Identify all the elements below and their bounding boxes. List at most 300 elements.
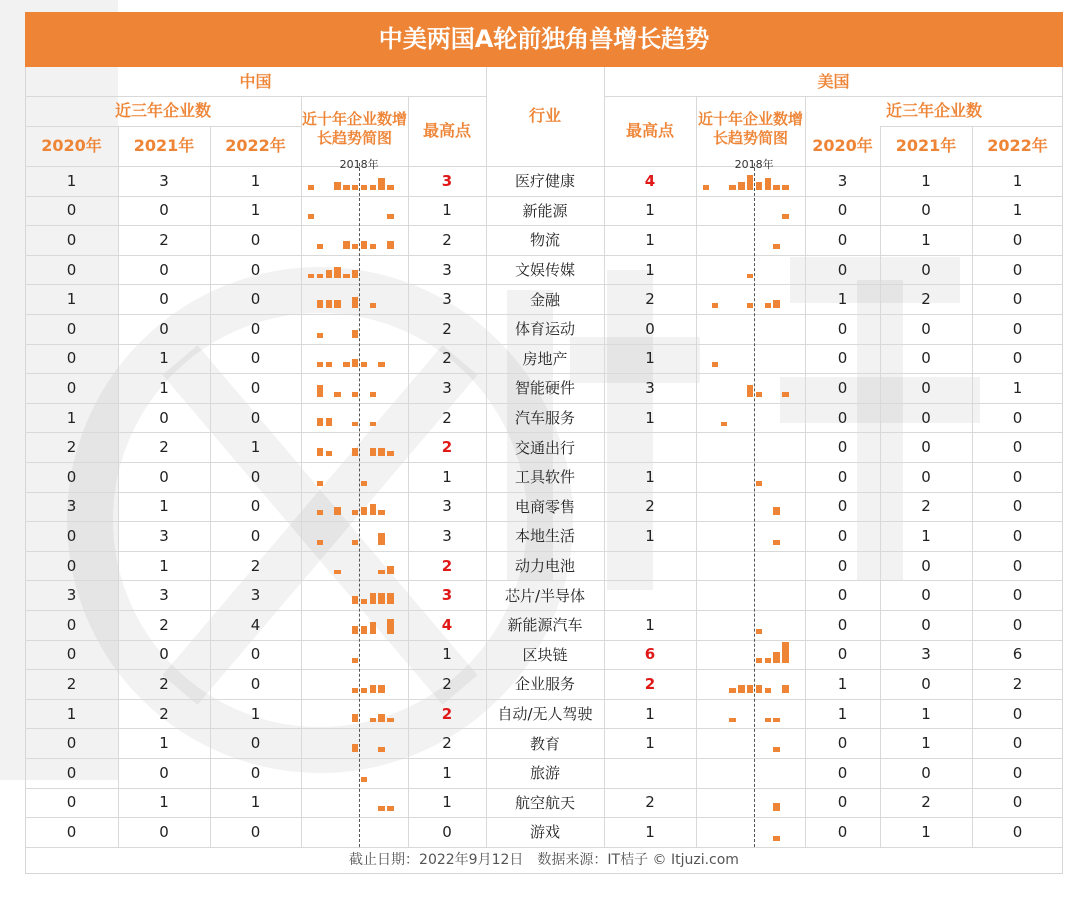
industry-label: 交通出行 [514, 438, 575, 457]
us-2021-value: 0 [921, 615, 931, 634]
cn-2021-value: 1 [159, 378, 169, 397]
cn-trend-bar-2015 [326, 300, 332, 308]
cn-2020-value: 3 [66, 586, 77, 605]
cn-2020-value: 3 [66, 497, 77, 516]
cn-trend-bar-2021 [378, 570, 384, 575]
cn-peak-value: 3 [441, 171, 453, 190]
us-trend-bar-2014 [712, 303, 718, 308]
grid-line [301, 96, 302, 847]
cn-trend-bar-2015 [326, 362, 332, 367]
cn-trend-bar-2017 [343, 241, 349, 249]
us-2020-value: 0 [837, 497, 848, 516]
us-2020-value: 0 [837, 734, 848, 753]
us-2022-value: 0 [1012, 556, 1023, 575]
country-header-china: 中国 [239, 71, 272, 91]
cn-trend-bar-2019 [361, 507, 367, 515]
us-trend-bar-2021 [773, 507, 779, 515]
us-trend-bar-2018 [747, 175, 753, 190]
us-2021-value: 0 [921, 674, 931, 693]
cn-trend-bar-2022 [387, 214, 393, 219]
cn-2022-value: 0 [250, 734, 261, 753]
cn-2022-value: 0 [250, 763, 261, 782]
cn-2022-value: 0 [250, 230, 261, 249]
cn-trend-bar-2014 [317, 540, 323, 545]
us-2020-value: 0 [837, 586, 848, 605]
us-peak-value: 2 [645, 793, 655, 812]
cn-2022-value: 3 [250, 586, 261, 605]
us-2020-value: 0 [837, 260, 848, 279]
us-2022-value: 0 [1012, 438, 1023, 457]
cn-trend-bar-2019 [361, 688, 367, 693]
cn-2020-value: 0 [66, 319, 77, 338]
us-2021-header: 2021年 [895, 136, 957, 155]
cn-trend-bar-2021 [378, 747, 384, 752]
us-peak-value: 1 [645, 349, 655, 368]
industry-label: 区块链 [522, 645, 568, 664]
us-peak-header: 最高点 [625, 121, 674, 140]
us-2021-value: 0 [921, 763, 931, 782]
us-2020-value: 0 [837, 526, 848, 545]
cn-trend-bar-2018 [352, 714, 358, 722]
us-2022-value: 1 [1012, 171, 1023, 190]
us-ref-line-2018 [754, 163, 755, 847]
us-trend-bar-2018 [747, 685, 753, 693]
cn-peak-value: 1 [442, 467, 452, 486]
cn-2021-value: 0 [159, 467, 169, 486]
us-2022-value: 0 [1012, 349, 1023, 368]
us-trend-bar-2019 [756, 481, 762, 486]
cn-peak-value: 2 [441, 556, 453, 575]
us-2020-value: 0 [837, 763, 848, 782]
us-trend-bar-2022 [782, 685, 788, 693]
us-2022-value: 0 [1012, 793, 1023, 812]
cn-trend-bar-2016 [334, 570, 340, 575]
us-trend-bar-2021 [773, 185, 779, 190]
cn-trend-bar-2018 [352, 185, 358, 190]
cn-2021-value: 0 [159, 763, 169, 782]
cn-trend-bar-2018 [352, 392, 358, 397]
cn-2021-value: 2 [159, 674, 169, 693]
cn-2022-value: 1 [250, 704, 261, 723]
cn-trend-header: 近十年企业数增长趋势简图 [301, 110, 407, 147]
us-peak-value: 2 [644, 674, 656, 693]
cn-trend-bar-2022 [387, 806, 393, 811]
us-trend-bar-2016 [729, 185, 735, 190]
us-trend-bar-2022 [782, 642, 788, 663]
cn-trend-bar-2018 [352, 422, 358, 427]
cn-2020-value: 1 [66, 171, 77, 190]
cn-trend-bar-2016 [334, 267, 340, 278]
us-2022-value: 1 [1012, 378, 1023, 397]
cn-2020-value: 1 [66, 704, 77, 723]
us-2020-value: 0 [837, 793, 848, 812]
cn-trend-bar-2016 [334, 300, 340, 308]
cn-peak-value: 1 [442, 763, 452, 782]
us-2021-value: 0 [921, 467, 931, 486]
cn-trend-bar-2020 [370, 185, 376, 190]
cn-2020-value: 0 [66, 556, 77, 575]
us-trend-bar-2014 [712, 362, 718, 367]
us-2021-value: 0 [921, 586, 931, 605]
us-trend-bar-2019 [756, 629, 762, 634]
us-2022-value: 6 [1012, 645, 1023, 664]
cn-2022-value: 0 [250, 674, 261, 693]
us-peak-value: 3 [645, 378, 655, 397]
cn-trend-bar-2020 [370, 685, 376, 693]
cn-trend-bar-2021 [378, 685, 384, 693]
cn-2022-value: 1 [250, 438, 261, 457]
industry-label: 动力电池 [514, 557, 575, 576]
us-peak-value [604, 551, 696, 581]
cn-trend-bar-2018 [352, 744, 358, 752]
us-2021-value: 0 [921, 408, 931, 427]
us-2020-value: 0 [837, 438, 848, 457]
us-trend-bar-2017 [738, 182, 744, 190]
cn-2021-value: 0 [159, 290, 169, 309]
cn-2020-value: 0 [66, 378, 77, 397]
us-2020-value: 0 [837, 319, 848, 338]
industry-label: 芯片/半导体 [504, 586, 586, 605]
us-2020-value: 1 [837, 674, 848, 693]
industry-label: 汽车服务 [514, 409, 575, 428]
cn-trend-bar-2018 [352, 297, 358, 308]
cn-trend-bar-2019 [361, 599, 367, 604]
us-2020-value: 0 [837, 822, 848, 841]
industry-label: 航空航天 [514, 793, 575, 812]
us-peak-value: 1 [645, 260, 655, 279]
cn-peak-header: 最高点 [422, 121, 471, 140]
us-trend-bar-2021 [773, 803, 779, 811]
cn-2021-value: 1 [159, 556, 169, 575]
us-2021-value: 0 [921, 556, 931, 575]
cn-2021-value: 2 [159, 704, 169, 723]
cn-peak-value: 4 [441, 615, 453, 634]
us-2022-value: 0 [1012, 586, 1023, 605]
us-2020-value: 0 [837, 201, 848, 220]
cn-peak-value: 1 [442, 793, 452, 812]
industry-label: 金融 [529, 290, 560, 309]
cn-2020-value: 0 [66, 822, 77, 841]
cn-trend-bar-2020 [370, 422, 376, 427]
cn-trend-bar-2020 [370, 593, 376, 604]
cn-2022-value: 0 [250, 290, 261, 309]
cn-2022-value: 2 [250, 556, 261, 575]
us-2022-value: 0 [1012, 290, 1023, 309]
us-peak-value: 2 [645, 497, 655, 516]
cn-peak-value: 3 [442, 378, 452, 397]
cn-2022-value: 1 [250, 201, 261, 220]
cn-2022-value: 0 [250, 467, 261, 486]
us-2022-value: 0 [1012, 763, 1023, 782]
cn-2021-value: 0 [159, 822, 169, 841]
cn-peak-value: 2 [442, 349, 452, 368]
cn-2021-value: 0 [159, 408, 169, 427]
industry-label: 自动/无人驾驶 [497, 705, 593, 724]
cn-2021-value: 2 [159, 438, 169, 457]
cn-2021-value: 1 [159, 793, 169, 812]
cn-trend-bar-2021 [378, 178, 384, 189]
cn-2020-value: 0 [66, 763, 77, 782]
industry-label: 新能源汽车 [507, 616, 583, 635]
us-trend-bar-2015 [721, 422, 727, 427]
cn-peak-value: 2 [442, 408, 452, 427]
cn-trend-bar-2018 [352, 359, 358, 367]
us-2022-value: 0 [1012, 260, 1023, 279]
cn-trend-bar-2020 [370, 504, 376, 515]
cn-trend-bar-2014 [317, 300, 323, 308]
cn-2020-value: 1 [66, 408, 77, 427]
cn-peak-value: 3 [442, 497, 452, 516]
cn-trend-bar-2013 [308, 274, 314, 279]
cn-peak-value: 3 [442, 290, 452, 309]
cn-trend-bar-2017 [343, 274, 349, 279]
cn-trend-bar-2014 [317, 481, 323, 486]
us-trend-bar-2020 [765, 718, 771, 723]
cn-2021-value: 3 [159, 526, 169, 545]
cn-trend-bar-2019 [361, 481, 367, 486]
cn-2020-value: 0 [66, 734, 77, 753]
cn-trend-bar-2017 [343, 362, 349, 367]
us-trend-header: 近十年企业数增长趋势简图 [697, 110, 803, 147]
cn-2020-value: 2 [66, 438, 77, 457]
cn-trend-bar-2016 [334, 507, 340, 515]
us-2021-value: 1 [921, 230, 931, 249]
us-trend-bar-2019 [756, 392, 762, 397]
cn-2022-value: 1 [250, 171, 261, 190]
cn-trend-bar-2014 [317, 362, 323, 367]
us-2021-value: 0 [921, 201, 931, 220]
us-peak-value: 1 [645, 734, 655, 753]
cn-2022-value: 0 [250, 408, 261, 427]
cn-2022-value: 0 [250, 319, 261, 338]
us-2022-value: 0 [1012, 734, 1023, 753]
us-trend-bar-2021 [773, 747, 779, 752]
cn-trend-bar-2015 [326, 418, 332, 426]
us-peak-value: 1 [645, 822, 655, 841]
cn-trend-bar-2020 [370, 392, 376, 397]
us-2021-value: 3 [921, 645, 931, 664]
us-trend-bar-2022 [782, 392, 788, 397]
us-2020-value: 0 [837, 556, 848, 575]
cn-peak-value: 2 [441, 438, 453, 457]
cn-2021-value: 1 [159, 497, 169, 516]
cn-trend-bar-2021 [378, 806, 384, 811]
cn-peak-value: 1 [442, 645, 452, 664]
cn-trend-bar-2018 [352, 510, 358, 515]
industry-label: 体育运动 [514, 320, 575, 339]
us-2022-value: 0 [1012, 704, 1023, 723]
us-trend-bar-2021 [773, 540, 779, 545]
us-2021-value: 1 [921, 822, 931, 841]
us-2022-value: 1 [1012, 201, 1023, 220]
cn-2020-value: 0 [66, 349, 77, 368]
us-2022-value: 0 [1012, 822, 1023, 841]
cn-trend-bar-2021 [378, 714, 384, 722]
cn-trend-bar-2014 [317, 385, 323, 396]
cn-recent3-header: 近三年企业数 [114, 101, 211, 120]
us-trend-bar-2021 [773, 300, 779, 308]
us-trend-bar-2018 [747, 385, 753, 396]
cn-2022-value: 0 [250, 822, 261, 841]
cn-ref-line-2018 [359, 163, 360, 847]
us-2020-value: 0 [837, 230, 848, 249]
us-2022-value: 0 [1012, 526, 1023, 545]
us-2021-value: 2 [921, 290, 931, 309]
cn-2020-value: 0 [66, 645, 77, 664]
industry-label: 游戏 [529, 823, 560, 842]
cn-trend-bar-2013 [308, 214, 314, 219]
us-peak-value [604, 432, 696, 462]
cn-trend-bar-2017 [343, 185, 349, 190]
cn-2021-value: 3 [159, 586, 169, 605]
us-2022-value: 0 [1012, 230, 1023, 249]
cn-2020-value: 2 [66, 674, 77, 693]
us-2021-value: 1 [921, 171, 931, 190]
chart-title: 中美两国A轮前独角兽增长趋势 [25, 12, 1063, 67]
us-ref-year-label: 2018年 [734, 158, 774, 171]
us-peak-value [604, 580, 696, 610]
cn-trend-bar-2022 [387, 566, 393, 574]
cn-ref-year-label: 2018年 [339, 158, 379, 171]
cn-peak-value: 0 [442, 822, 452, 841]
cn-trend-bar-2018 [352, 596, 358, 604]
cn-trend-bar-2021 [378, 593, 384, 604]
cn-2020-value: 0 [66, 526, 77, 545]
cn-trend-bar-2016 [334, 392, 340, 397]
cn-peak-value: 2 [442, 230, 452, 249]
cn-2022-value: 0 [250, 349, 261, 368]
cn-2020-header: 2020年 [41, 136, 102, 155]
us-trend-bar-2020 [765, 178, 771, 189]
industry-label: 旅游 [529, 764, 560, 783]
us-2021-value: 2 [921, 497, 931, 516]
cn-2021-value: 0 [159, 319, 169, 338]
us-2020-value: 0 [837, 645, 848, 664]
us-peak-value: 1 [645, 467, 655, 486]
us-trend-bar-2021 [773, 652, 779, 663]
us-2020-value: 0 [837, 349, 848, 368]
cn-trend-bar-2020 [370, 622, 376, 633]
industry-header: 行业 [528, 106, 561, 125]
us-2020-value: 1 [837, 290, 848, 309]
industry-label: 电商零售 [514, 497, 575, 516]
cn-2020-value: 0 [66, 260, 77, 279]
us-trend-bar-2017 [738, 685, 744, 693]
industry-label: 本地生活 [514, 527, 575, 546]
cn-2020-value: 0 [66, 230, 77, 249]
cn-trend-bar-2020 [370, 448, 376, 456]
cn-peak-value: 3 [442, 526, 452, 545]
us-2021-value: 0 [921, 349, 931, 368]
cn-trend-bar-2018 [352, 540, 358, 545]
us-2021-value: 0 [921, 260, 931, 279]
us-recent3-header: 近三年企业数 [885, 101, 982, 120]
cn-trend-bar-2022 [387, 593, 393, 604]
cn-peak-value: 3 [442, 260, 452, 279]
us-trend-bar-2020 [765, 303, 771, 308]
us-trend-bar-2020 [765, 658, 771, 663]
us-trend-bar-2022 [782, 214, 788, 219]
industry-label: 企业服务 [514, 675, 575, 694]
us-peak-value: 1 [645, 704, 655, 723]
us-peak-value: 1 [645, 615, 655, 634]
us-2020-value: 0 [837, 408, 848, 427]
cn-peak-value: 2 [442, 734, 452, 753]
cn-trend-bar-2020 [370, 303, 376, 308]
cn-trend-bar-2015 [326, 451, 332, 456]
cn-trend-bar-2022 [387, 451, 393, 456]
us-trend-bar-2020 [765, 688, 771, 693]
cn-2020-value: 0 [66, 201, 77, 220]
cn-2022-value: 1 [250, 793, 261, 812]
cn-trend-bar-2018 [352, 448, 358, 456]
us-trend-bar-2021 [773, 244, 779, 249]
us-2020-value: 0 [837, 615, 848, 634]
cn-2020-value: 0 [66, 467, 77, 486]
cn-peak-value: 2 [442, 319, 452, 338]
us-peak-value: 2 [645, 290, 655, 309]
cn-trend-bar-2018 [352, 626, 358, 634]
cn-trend-bar-2014 [317, 274, 323, 279]
cn-2022-header: 2022年 [225, 136, 286, 155]
cn-2022-value: 4 [250, 615, 261, 634]
cn-trend-bar-2014 [317, 244, 323, 249]
us-2022-value: 0 [1012, 615, 1023, 634]
industry-label: 工具软件 [514, 468, 575, 487]
cn-trend-bar-2014 [317, 510, 323, 515]
industry-label: 智能硬件 [514, 379, 575, 398]
us-2022-header: 2022年 [987, 136, 1048, 155]
cn-trend-bar-2022 [387, 185, 393, 190]
cn-peak-value: 3 [441, 586, 453, 605]
us-2021-value: 1 [921, 734, 931, 753]
us-2020-header: 2020年 [812, 136, 873, 155]
cn-trend-bar-2014 [317, 448, 323, 456]
cn-trend-bar-2018 [352, 270, 358, 278]
us-2022-value: 0 [1012, 467, 1023, 486]
cn-trend-bar-2020 [370, 718, 376, 723]
cn-peak-value: 2 [441, 704, 453, 723]
us-2020-value: 3 [837, 171, 848, 190]
us-trend-bar-2019 [756, 182, 762, 190]
cn-trend-bar-2018 [352, 688, 358, 693]
cn-trend-bar-2014 [317, 333, 323, 338]
us-2022-value: 0 [1012, 497, 1023, 516]
cn-trend-bar-2014 [317, 418, 323, 426]
us-2022-value: 0 [1012, 408, 1023, 427]
us-peak-value: 4 [644, 171, 656, 190]
us-2021-value: 0 [921, 438, 931, 457]
cn-trend-bar-2019 [361, 241, 367, 249]
us-2021-value: 1 [921, 704, 931, 723]
cn-trend-bar-2019 [361, 777, 367, 782]
industry-label: 物流 [529, 231, 560, 250]
cn-2021-header: 2021年 [133, 136, 195, 155]
cn-2020-value: 0 [66, 615, 77, 634]
us-peak-value: 0 [645, 319, 655, 338]
us-trend-bar-2021 [773, 836, 779, 841]
cn-trend-bar-2019 [361, 185, 367, 190]
cn-trend-bar-2016 [334, 182, 340, 190]
us-peak-value: 1 [645, 230, 655, 249]
us-peak-value: 6 [644, 645, 656, 664]
cn-2022-value: 0 [250, 497, 261, 516]
cn-2021-value: 0 [159, 260, 169, 279]
us-2021-value: 1 [921, 526, 931, 545]
us-2022-value: 0 [1012, 319, 1023, 338]
cn-2020-value: 1 [66, 290, 77, 309]
us-2020-value: 1 [837, 704, 848, 723]
